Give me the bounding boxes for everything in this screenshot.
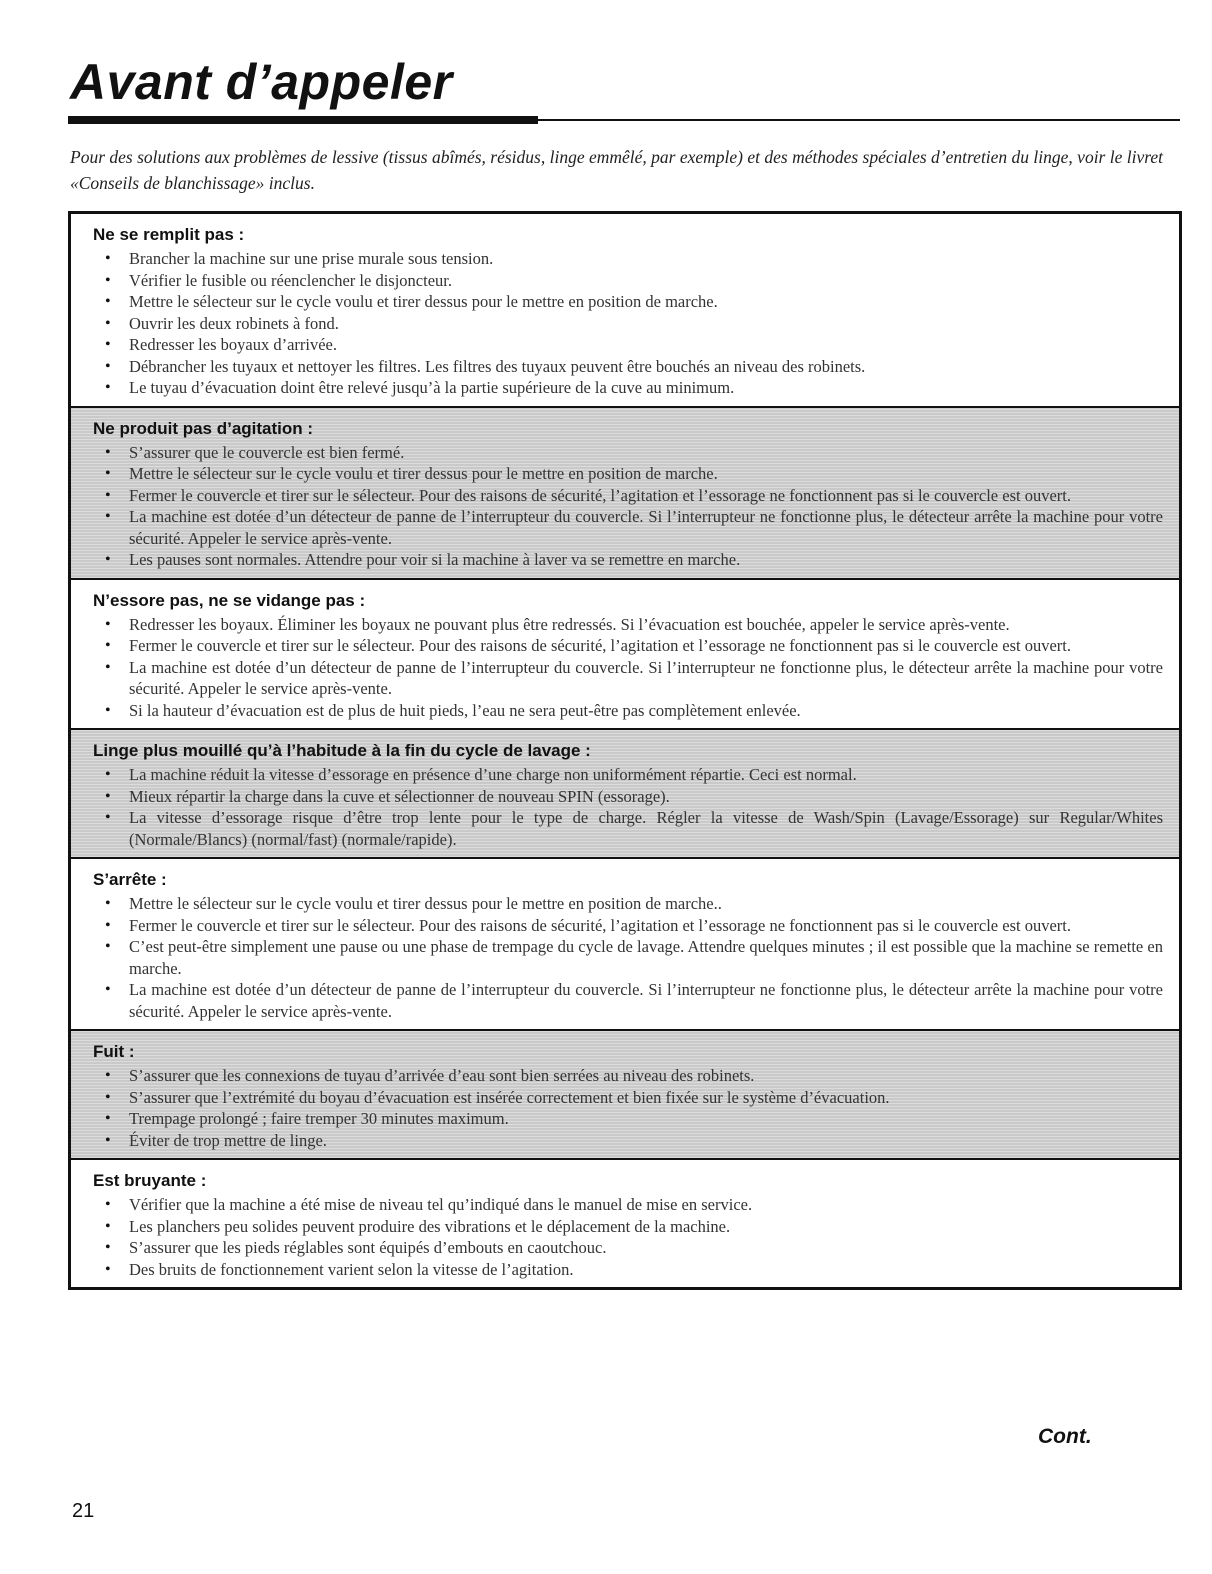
- page-number: 21: [72, 1500, 95, 1522]
- bullet-item: • Fermer le couvercle et tirer sur le sélecteur. Pour des raisons de sécurité, l’agitation et l’essorage ne fonctionnent pas si le couvercle est ouvert.: [93, 915, 1163, 937]
- section-ne-produit-pas-agitation: [71, 406, 1179, 578]
- bullet-item: • Les pauses sont normales. Attendre pour voir si la machine à laver va se remettre en marche.: [93, 549, 1163, 571]
- bullet-item: • La machine est dotée d’un détecteur de panne de l’interrupteur du couvercle. Si l’interrupteur ne fonctionne plus, le détecteur arrête la machine pour votre sécurité. Appeler le service après-vente.: [93, 506, 1163, 549]
- bullet-item: • Éviter de trop mettre de linge.: [93, 1130, 1163, 1152]
- title-rule: [68, 116, 1180, 124]
- bullet-item: • Débrancher les tuyaux et nettoyer les filtres. Les filtres des tuyaux peuvent être bouchés an niveau des robinets.: [93, 356, 1163, 378]
- bullet-item: • S’assurer que les connexions de tuyau d’arrivée d’eau sont bien serrées au niveau des robinets.: [93, 1065, 1163, 1087]
- section-heading: Est bruyante :: [93, 1171, 207, 1190]
- bullet-item: • La vitesse d’essorage risque d’être trop lente pour le type de charge. Régler la vitesse de Wash/Spin (Lavage/Essorage) sur Regular/Whites (Normale/Blancs) (normal/fast) (normale/rapide).: [93, 807, 1163, 850]
- bullet-list: [93, 614, 1163, 722]
- troubleshooting-table: [68, 211, 1182, 1290]
- bullet-item: • La machine est dotée d’un détecteur de panne de l’interrupteur du couvercle. Si l’interrupteur ne fonctionne plus, le détecteur arrête la machine pour votre sécurité. Appeler le service après-vente.: [93, 657, 1163, 700]
- section-linge-plus-mouille: [71, 728, 1179, 857]
- bullet-item: • Mettre le sélecteur sur le cycle voulu et tirer dessus pour le mettre en position de marche..: [93, 893, 1163, 915]
- section-heading: Linge plus mouillé qu’à l’habitude à la fin du cycle de lavage :: [93, 741, 591, 760]
- bullet-item: • Fermer le couvercle et tirer sur le sélecteur. Pour des raisons de sécurité, l’agitation et l’essorage ne fonctionnent pas si le couvercle est ouvert.: [93, 485, 1163, 507]
- bullet-item: • Redresser les boyaux. Éliminer les boyaux ne pouvant plus être redressés. Si l’évacuation est bouchée, appeler le service après-vente.: [93, 614, 1163, 636]
- bullet-item: • Mettre le sélecteur sur le cycle voulu et tirer dessus pour le mettre en position de marche.: [93, 463, 1163, 485]
- section-sarrete: [71, 857, 1179, 1029]
- bullet-list: [93, 764, 1163, 850]
- bullet-list: [93, 893, 1163, 1022]
- section-heading: N’essore pas, ne se vidange pas :: [93, 590, 366, 610]
- bullet-item: • Mieux répartir la charge dans la cuve et sélectionner de nouveau SPIN (essorage).: [93, 786, 1163, 808]
- bullet-item: • Vérifier le fusible ou réenclencher le disjoncteur.: [93, 270, 1163, 292]
- bullet-item: • Vérifier que la machine a été mise de niveau tel qu’indiqué dans le manuel de mise en service.: [93, 1194, 1163, 1216]
- bullet-item: • La machine réduit la vitesse d’essorage en présence d’une charge non uniformément répartie. Ceci est normal.: [93, 764, 1163, 786]
- bullet-item: • C’est peut-être simplement une pause ou une phase de trempage du cycle de lavage. Attendre quelques minutes ; il est possible que la machine se remette en marche.: [93, 936, 1163, 979]
- section-est-bruyante: [71, 1158, 1179, 1287]
- section-fuit: [71, 1029, 1179, 1158]
- bullet-item: • Ouvrir les deux robinets à fond.: [93, 313, 1163, 335]
- bullet-item: • Brancher la machine sur une prise murale sous tension.: [93, 248, 1163, 270]
- page-title: Avant d’appeler: [70, 54, 453, 110]
- bullet-list: [93, 1065, 1163, 1151]
- section-heading: Ne produit pas d’agitation :: [93, 418, 314, 438]
- intro-paragraph: Pour des solutions aux problèmes de lessive (tissus abîmés, résidus, linge emmêlé, par exemple) et des méthodes spéciales d’entretien du linge, voir le livret «Conseils de blanchissage» inclus.: [70, 147, 1164, 193]
- bullet-item: • Redresser les boyaux d’arrivée.: [93, 334, 1163, 356]
- continued-label: Cont.: [1038, 1425, 1092, 1448]
- bullet-item: • Si la hauteur d’évacuation est de plus de huit pieds, l’eau ne sera peut-être pas complètement enlevée.: [93, 700, 1163, 722]
- bullet-list: [93, 1194, 1163, 1280]
- bullet-item: • La machine est dotée d’un détecteur de panne de l’interrupteur du couvercle. Si l’interrupteur ne fonctionne plus, le détecteur arrête la machine pour votre sécurité. Appeler le service après-vente.: [93, 979, 1163, 1022]
- bullet-item: • Mettre le sélecteur sur le cycle voulu et tirer dessus pour le mettre en position de marche.: [93, 291, 1163, 313]
- bullet-item: • S’assurer que les pieds réglables sont équipés d’embouts en caoutchouc.: [93, 1237, 1163, 1259]
- title-rule-thick: [68, 116, 538, 124]
- bullet-item: • Les planchers peu solides peuvent produire des vibrations et le déplacement de la machine.: [93, 1216, 1163, 1238]
- bullet-list: [93, 442, 1163, 571]
- bullet-item: • S’assurer que le couvercle est bien fermé.: [93, 442, 1163, 464]
- section-heading: Fuit :: [93, 1042, 135, 1061]
- bullet-item: • Le tuyau d’évacuation doint être relevé jusqu’à la partie supérieure de la cuve au minimum.: [93, 377, 1163, 399]
- bullet-item: • Fermer le couvercle et tirer sur le sélecteur. Pour des raisons de sécurité, l’agitation et l’essorage ne fonctionnent pas si le couvercle est ouvert.: [93, 635, 1163, 657]
- bullet-item: • Trempage prolongé ; faire tremper 30 minutes maximum.: [93, 1108, 1163, 1130]
- section-nessore-pas: [71, 578, 1179, 729]
- section-ne-se-remplit-pas: [71, 214, 1179, 406]
- bullet-item: • Des bruits de fonctionnement varient selon la vitesse de l’agitation.: [93, 1259, 1163, 1281]
- bullet-list: [93, 248, 1163, 399]
- section-heading: Ne se remplit pas :: [93, 225, 245, 244]
- section-heading: S’arrête :: [93, 870, 167, 889]
- bullet-item: • S’assurer que l’extrémité du boyau d’évacuation est insérée correctement et bien fixée sur le système d’évacuation.: [93, 1087, 1163, 1109]
